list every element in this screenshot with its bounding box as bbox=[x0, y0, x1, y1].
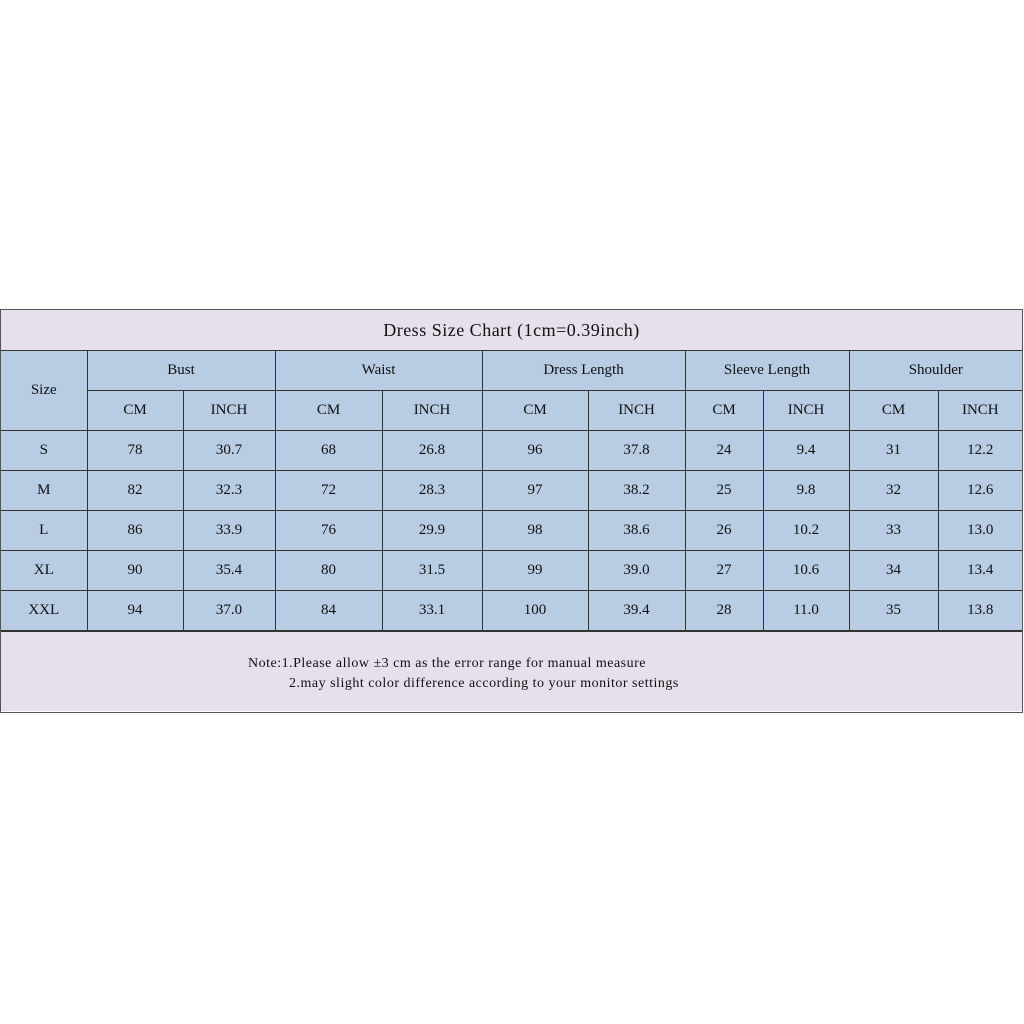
unit-header: INCH bbox=[588, 391, 685, 431]
value-cell: 9.8 bbox=[763, 471, 849, 511]
size-cell: XXL bbox=[1, 591, 87, 631]
table-row bbox=[1, 591, 1022, 631]
value-cell: 68 bbox=[275, 431, 382, 471]
unit-header: CM bbox=[275, 391, 382, 431]
value-cell: 80 bbox=[275, 551, 382, 591]
value-cell: 82 bbox=[87, 471, 183, 511]
group-header-dress-length: Dress Length bbox=[482, 351, 685, 391]
group-header-shoulder: Shoulder bbox=[849, 351, 1022, 391]
value-cell: 25 bbox=[685, 471, 763, 511]
note-line-1: Note:1.Please allow ±3 cm as the error range for manual measure bbox=[248, 656, 646, 671]
value-cell: 72 bbox=[275, 471, 382, 511]
value-cell: 78 bbox=[87, 431, 183, 471]
value-cell: 33 bbox=[849, 511, 938, 551]
size-header: Size bbox=[1, 351, 87, 431]
value-cell: 24 bbox=[685, 431, 763, 471]
value-cell: 97 bbox=[482, 471, 588, 511]
value-cell: 90 bbox=[87, 551, 183, 591]
unit-header: INCH bbox=[938, 391, 1022, 431]
unit-header: CM bbox=[849, 391, 938, 431]
chart-title: Dress Size Chart (1cm=0.39inch) bbox=[1, 310, 1022, 351]
value-cell: 35.4 bbox=[183, 551, 275, 591]
value-cell: 32 bbox=[849, 471, 938, 511]
value-cell: 84 bbox=[275, 591, 382, 631]
value-cell: 33.9 bbox=[183, 511, 275, 551]
value-cell: 27 bbox=[685, 551, 763, 591]
value-cell: 32.3 bbox=[183, 471, 275, 511]
size-cell: L bbox=[1, 511, 87, 551]
size-cell: XL bbox=[1, 551, 87, 591]
value-cell: 13.8 bbox=[938, 591, 1022, 631]
unit-header: CM bbox=[482, 391, 588, 431]
unit-header-row bbox=[1, 391, 1022, 431]
value-cell: 100 bbox=[482, 591, 588, 631]
value-cell: 99 bbox=[482, 551, 588, 591]
measurement-note bbox=[1, 631, 1022, 711]
value-cell: 12.6 bbox=[938, 471, 1022, 511]
size-chart bbox=[0, 309, 1023, 713]
value-cell: 38.2 bbox=[588, 471, 685, 511]
unit-header: INCH bbox=[183, 391, 275, 431]
value-cell: 9.4 bbox=[763, 431, 849, 471]
table-row bbox=[1, 431, 1022, 471]
value-cell: 31.5 bbox=[382, 551, 482, 591]
group-header-sleeve-length: Sleeve Length bbox=[685, 351, 849, 391]
value-cell: 35 bbox=[849, 591, 938, 631]
value-cell: 96 bbox=[482, 431, 588, 471]
value-cell: 94 bbox=[87, 591, 183, 631]
value-cell: 37.0 bbox=[183, 591, 275, 631]
value-cell: 98 bbox=[482, 511, 588, 551]
group-header-bust: Bust bbox=[87, 351, 275, 391]
value-cell: 76 bbox=[275, 511, 382, 551]
value-cell: 28 bbox=[685, 591, 763, 631]
unit-header: INCH bbox=[763, 391, 849, 431]
size-cell: M bbox=[1, 471, 87, 511]
value-cell: 28.3 bbox=[382, 471, 482, 511]
value-cell: 13.0 bbox=[938, 511, 1022, 551]
value-cell: 10.2 bbox=[763, 511, 849, 551]
value-cell: 34 bbox=[849, 551, 938, 591]
size-cell: S bbox=[1, 431, 87, 471]
value-cell: 11.0 bbox=[763, 591, 849, 631]
value-cell: 39.0 bbox=[588, 551, 685, 591]
unit-header: CM bbox=[87, 391, 183, 431]
value-cell: 12.2 bbox=[938, 431, 1022, 471]
value-cell: 37.8 bbox=[588, 431, 685, 471]
note-line-2: 2.may slight color difference according to your monitor settings bbox=[289, 676, 679, 691]
value-cell: 30.7 bbox=[183, 431, 275, 471]
value-cell: 10.6 bbox=[763, 551, 849, 591]
size-table bbox=[1, 351, 1022, 631]
unit-header: CM bbox=[685, 391, 763, 431]
table-row bbox=[1, 551, 1022, 591]
value-cell: 13.4 bbox=[938, 551, 1022, 591]
value-cell: 31 bbox=[849, 431, 938, 471]
group-header-waist: Waist bbox=[275, 351, 482, 391]
value-cell: 26 bbox=[685, 511, 763, 551]
value-cell: 39.4 bbox=[588, 591, 685, 631]
value-cell: 26.8 bbox=[382, 431, 482, 471]
unit-header: INCH bbox=[382, 391, 482, 431]
value-cell: 38.6 bbox=[588, 511, 685, 551]
table-row bbox=[1, 511, 1022, 551]
group-header-row bbox=[1, 351, 1022, 391]
value-cell: 86 bbox=[87, 511, 183, 551]
table-row bbox=[1, 471, 1022, 511]
value-cell: 33.1 bbox=[382, 591, 482, 631]
value-cell: 29.9 bbox=[382, 511, 482, 551]
